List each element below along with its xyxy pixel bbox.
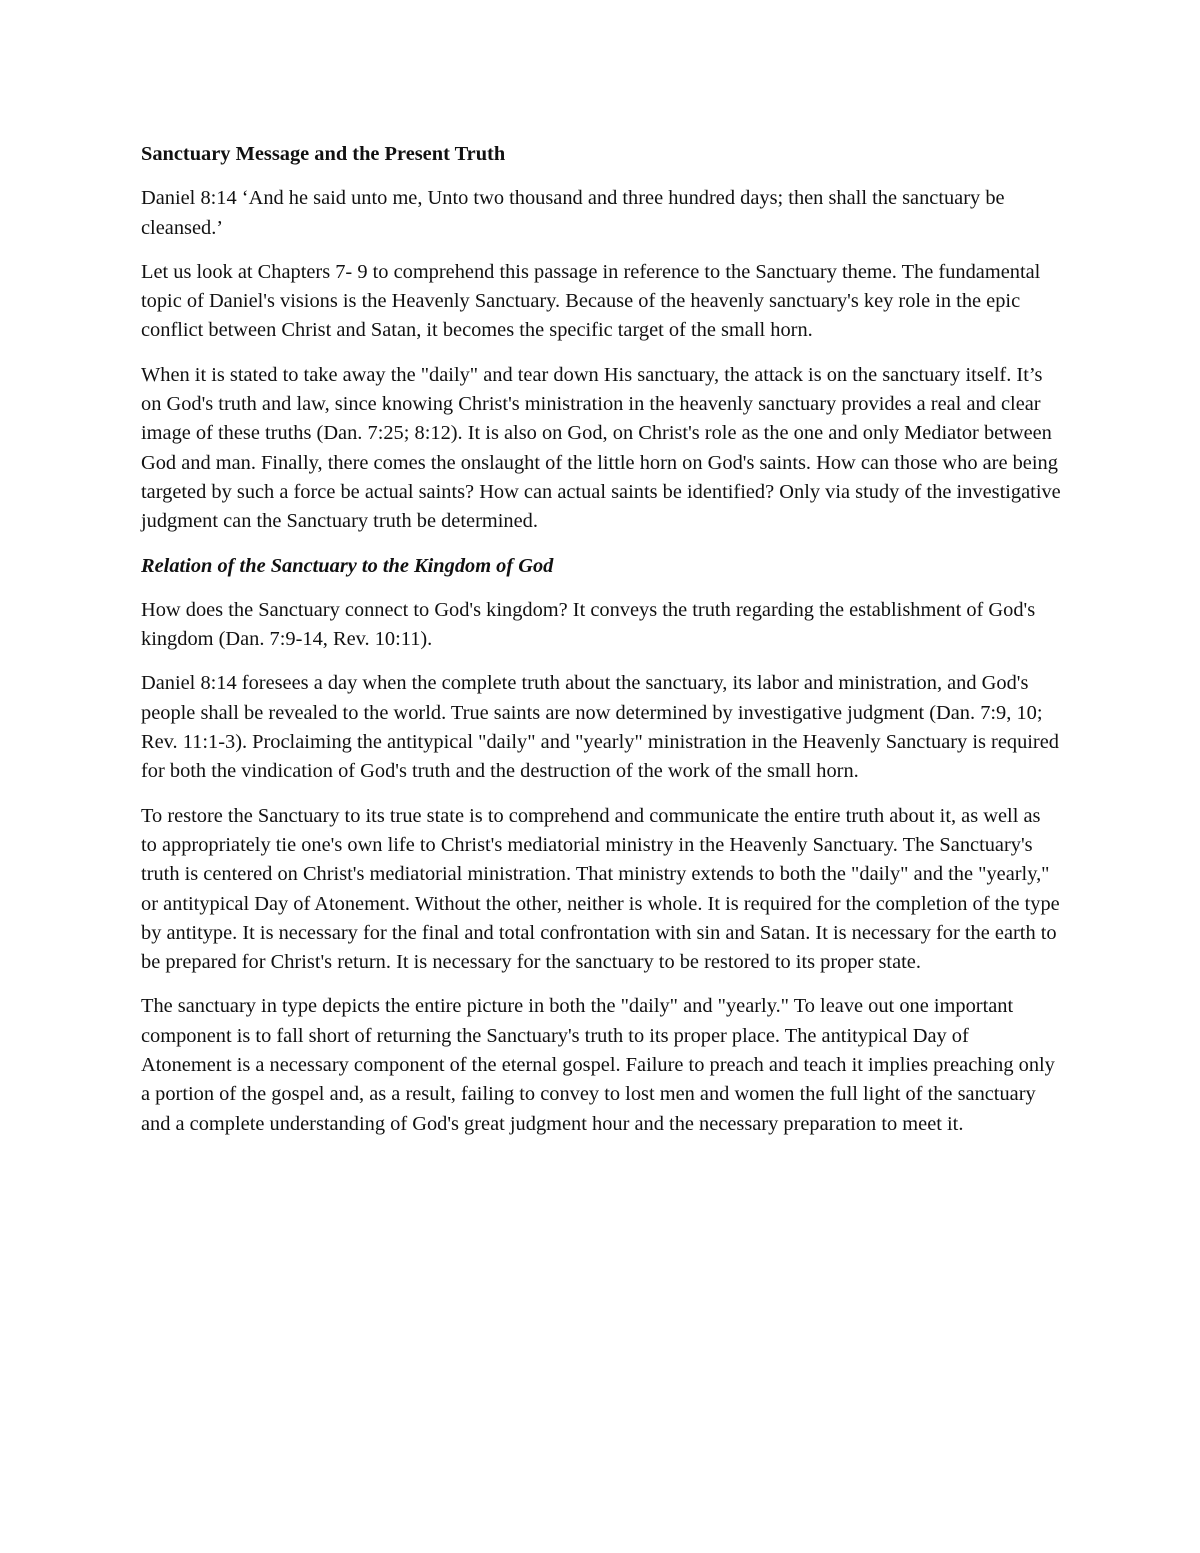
paragraph-daniel-foresees: Daniel 8:14 foresees a day when the complete truth about the sanctuary, its labor and ministration, and God's people shall be revealed to the world. True saints are now determined by investigative judgment (Dan. 7:9, 10; Rev. 11:1-3). Proclaiming the antitypical "daily" and "yearly" ministration in the Heavenly Sanctuary is required for both the vindication of God's truth and the destruction of the work of the small horn. [141, 672, 1059, 783]
section-heading: Relation of the Sanctuary to the Kingdom of God [141, 554, 554, 577]
paragraph-daily-attack: When it is stated to take away the "daily" and tear down His sanctuary, the attack is on the sanctuary itself. It’s on God's truth and law, since knowing Christ's ministration in the heavenly sanctuary provides a real and clear image of these truths (Dan. 7:25; 8:12). It is also on God, on Christ's role as the one and only Mediator between God and man. Finally, there comes the onslaught of the little horn on God's saints. How can those who are being targeted by such a force be actual saints? How can actual saints be identified? Only via study of the investigative judgment can the Sanctuary truth be determined. [141, 363, 1061, 533]
document-title: Sanctuary Message and the Present Truth [141, 143, 506, 165]
paragraph-scripture-quote: Daniel 8:14 ‘And he said unto me, Unto two thousand and three hundred days; then shall the sanctuary be cleansed.’ [141, 187, 1005, 239]
paragraph-kingdom-connection: How does the Sanctuary connect to God's kingdom? It conveys the truth regarding the establishment of God's kingdom (Dan. 7:9-14, Rev. 10:11). [141, 598, 1036, 651]
paragraph-sanctuary-in-type: The sanctuary in type depicts the entire picture in both the "daily" and "yearly." To leave out one important component is to fall short of returning the Sanctuary's truth to its proper place. The antitypical Day of Atonement is a necessary component of the eternal gospel. Failure to preach and teach it implies preaching only a portion of the gospel and, as a result, failing to convey to lost men and women the full light of the sanctuary and a complete understanding of God's great judgment hour and the necessary preparation to meet it. [141, 995, 1055, 1135]
paragraph-restore-sanctuary: To restore the Sanctuary to its true state is to comprehend and communicate the entire truth about it, as well as to appropriately tie one's own life to Christ's mediatorial ministry in the Heavenly Sanctuary. The Sanctuary's truth is centered on Christ's mediatorial ministration. That ministry extends to both the "daily" and the "yearly," or antitypical Day of Atonement. Without the other, neither is whole. It is required for the completion of the type by antitype. It is necessary for the final and total confrontation with sin and Satan. It is necessary for the earth to be prepared for Christ's return. It is necessary for the sanctuary to be restored to its proper state. [141, 804, 1060, 974]
paragraph-chapters-overview: Let us look at Chapters 7- 9 to comprehend this passage in reference to the Sanctuary theme. The fundamental topic of Daniel's visions is the Heavenly Sanctuary. Because of the heavenly sanctuary's key role in the epic conflict between Christ and Satan, it becomes the specific target of the small horn. [141, 260, 1041, 342]
document-body [141, 140, 1061, 1154]
